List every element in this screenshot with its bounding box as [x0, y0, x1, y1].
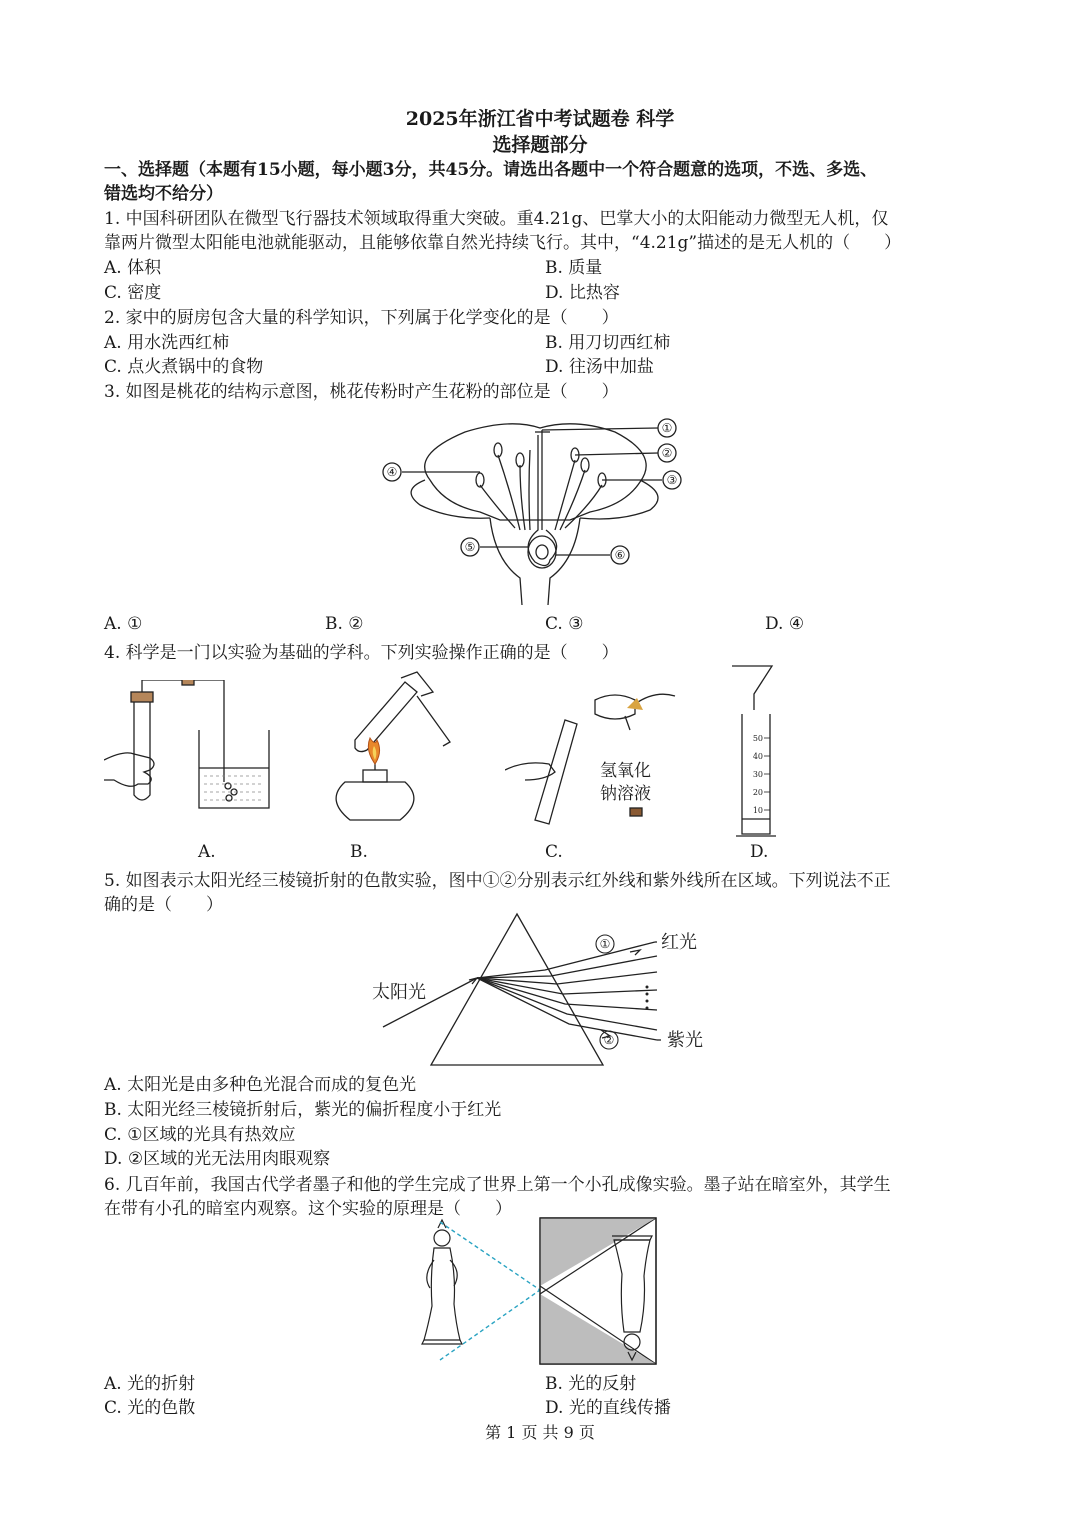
prism-zone-1-label: ①	[599, 937, 611, 951]
prism-dispersion-diagram	[365, 912, 715, 1072]
prism-zone-2-label: ②	[603, 1033, 615, 1047]
peach-flower-diagram	[370, 410, 700, 610]
q6-stem-line2: 在带有小孔的暗室内观察。这个实验的原理是（ ）	[104, 1199, 512, 1219]
q2-option-b: B. 用刀切西红柿	[545, 333, 671, 353]
red-light-label: 红光	[661, 932, 697, 953]
section-heading-line1: 一、选择题（本题有15小题，每小题3分，共45分。请选出各题中一个符合题意的选项，不选、多选、	[104, 160, 878, 180]
flower-label-5: ⑤	[464, 540, 476, 554]
flower-label-6: ⑥	[614, 548, 626, 562]
q4-stem: 4. 科学是一门以实验为基础的学科。下列实验操作正确的是（ ）	[104, 643, 619, 663]
q6-option-c: C. 光的色散	[104, 1398, 196, 1418]
cylinder-tick-30: 30	[752, 770, 763, 779]
q2-option-d: D. 往汤中加盐	[545, 357, 654, 377]
q1-option-d: D. 比热容	[545, 283, 620, 303]
pinhole-camera-diagram	[410, 1216, 660, 1368]
q5-stem-line2: 确的是（ ）	[104, 895, 223, 915]
cylinder-tick-50: 50	[752, 734, 763, 743]
flower-label-1: ①	[661, 421, 673, 435]
q4-figure-a-airtightness-check	[104, 680, 284, 840]
q4-caption-d: D.	[750, 842, 769, 862]
q1-option-b: B. 质量	[545, 258, 603, 278]
q3-option-c: C. ③	[545, 614, 584, 634]
section-heading-line2: 错选均不给分）	[104, 184, 223, 204]
q3-option-b: B. ②	[325, 614, 364, 634]
q1-stem-line2: 靠两片微型太阳能电池就能驱动，且能够依靠自然光持续飞行。其中，“4.21g”描述的是无人机的（ ）	[104, 233, 902, 253]
q3-stem: 3. 如图是桃花的结构示意图，桃花传粉时产生花粉的部位是（ ）	[104, 382, 619, 402]
q1-stem-line1: 1. 中国科研团队在微型飞行器技术领域取得重大突破。重4.21g、巴掌大小的太阳能动力微型无人机，仅	[104, 209, 889, 229]
flower-label-4: ④	[386, 465, 398, 479]
q6-option-d: D. 光的直线传播	[545, 1398, 671, 1418]
q3-option-a: A. ①	[104, 614, 143, 634]
naoh-label-line1: 氢氧化	[600, 761, 651, 781]
cylinder-tick-10: 10	[752, 806, 763, 815]
flower-label-2: ②	[661, 446, 673, 460]
q5-stem-line1: 5. 如图表示太阳光经三棱镜折射的色散实验，图中①②分别表示红外线和紫外线所在区域。下列说法不正	[104, 871, 891, 891]
q3-option-d: D. ④	[765, 614, 805, 634]
sunlight-label: 太阳光	[372, 982, 426, 1003]
q4-caption-a: A.	[198, 842, 216, 862]
q2-option-a: A. 用水洗西红柿	[104, 333, 230, 353]
cylinder-tick-40: 40	[752, 752, 763, 761]
page-number: 第 1 页 共 9 页	[485, 1423, 595, 1442]
q5-option-d: D. ②区域的光无法用肉眼观察	[104, 1149, 331, 1169]
q2-stem: 2. 家中的厨房包含大量的科学知识，下列属于化学变化的是（ ）	[104, 308, 619, 328]
cylinder-tick-20: 20	[752, 788, 763, 797]
q6-option-b: B. 光的反射	[545, 1374, 637, 1394]
naoh-label-line2: 钠溶液	[600, 784, 651, 804]
q1-option-a: A. 体积	[104, 258, 162, 278]
q5-option-b: B. 太阳光经三棱镜折射后，紫光的偏折程度小于红光	[104, 1100, 502, 1120]
q4-caption-b: B.	[350, 842, 368, 862]
q4-figure-d-graduated-cylinder	[720, 664, 790, 844]
q1-option-c: C. 密度	[104, 283, 162, 303]
violet-light-label: 紫光	[667, 1030, 703, 1051]
q5-option-a: A. 太阳光是由多种色光混合而成的复色光	[104, 1075, 417, 1095]
q5-option-c: C. ①区域的光具有热效应	[104, 1125, 296, 1145]
page-subtitle: 选择题部分	[492, 134, 588, 156]
q4-figure-c-pouring-solution	[505, 680, 685, 830]
page-title: 2025年浙江省中考试题卷 科学	[405, 108, 675, 130]
q4-caption-c: C.	[545, 842, 563, 862]
q6-option-a: A. 光的折射	[104, 1374, 196, 1394]
q4-figure-b-heating-test-tube	[325, 670, 475, 840]
flower-label-3: ③	[666, 473, 678, 487]
q6-stem-line1: 6. 几百年前，我国古代学者墨子和他的学生完成了世界上第一个小孔成像实验。墨子站在暗室外，其学生	[104, 1175, 891, 1195]
q2-option-c: C. 点火煮锅中的食物	[104, 357, 264, 377]
